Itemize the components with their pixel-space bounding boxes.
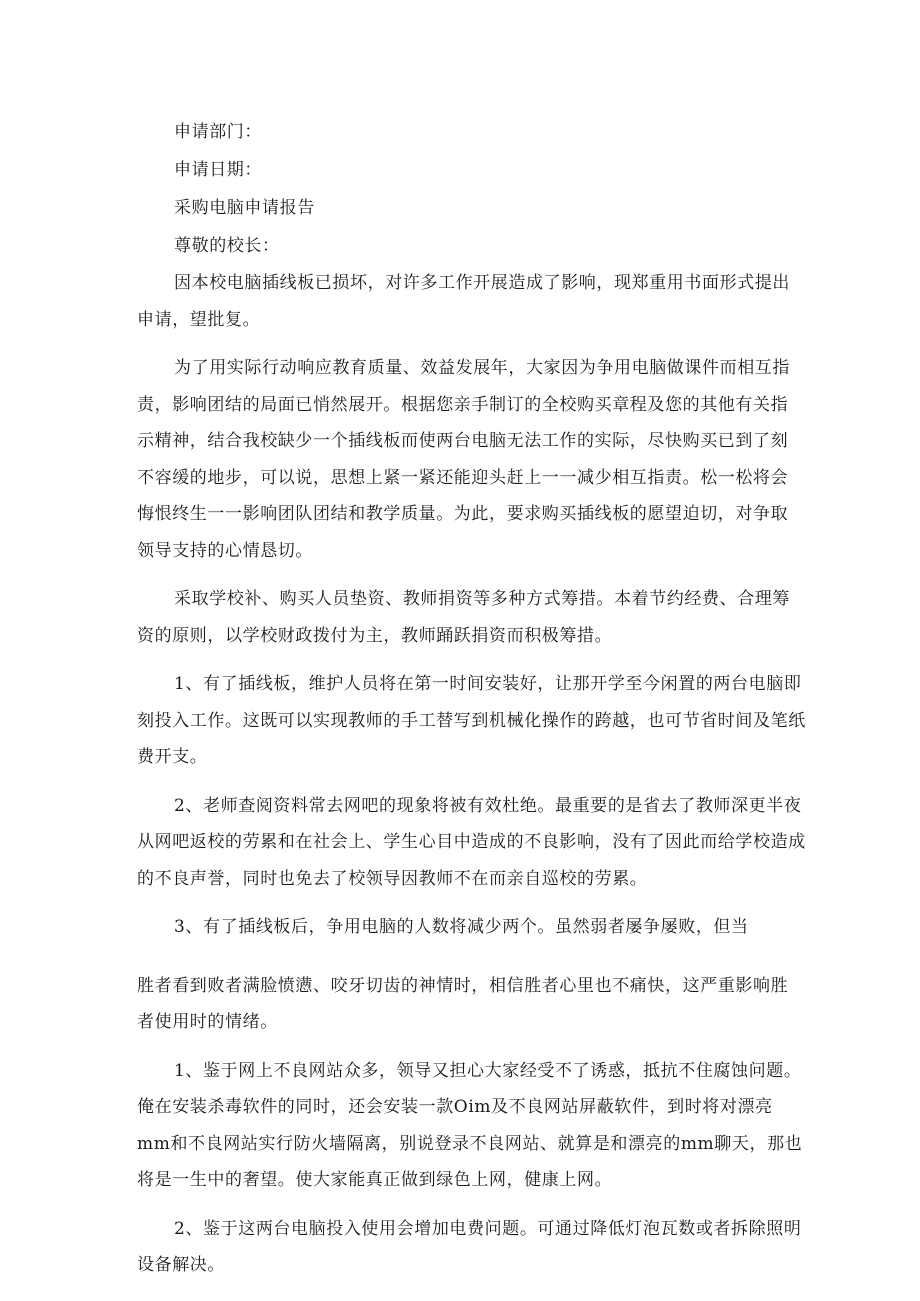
paragraph-line: 设备解决。 bbox=[137, 1255, 225, 1275]
department-label: 申请部门： bbox=[174, 122, 262, 142]
paragraph-line: 从网吧返校的劳累和在社会上、学生心目中造成的不良影响，没有了因此而给学校造成 bbox=[137, 832, 806, 852]
paragraph-line: 领导支持的心情恳切。 bbox=[137, 540, 313, 561]
document-title: 采购电脑申请报告 bbox=[174, 198, 315, 218]
salutation: 尊敬的校长： bbox=[174, 236, 280, 256]
paragraph-line: 费开支。 bbox=[137, 747, 208, 767]
paragraph-1 bbox=[137, 265, 790, 338]
paragraph-line: 胜者看到败者满脸愤懑、咬牙切齿的神情时，相信胜者心里也不痛快，这严重影响胜 bbox=[137, 975, 789, 996]
paragraph-6 bbox=[137, 909, 787, 946]
paragraph-line: 3、有了插线板后，争用电脑的人数将减少两个。虽然弱者屡争屡败，但当 bbox=[174, 917, 749, 937]
paragraph-line: mm和不良网站实行防火墙隔离，别说登录不良网站、就算是和漂亮的mm聊天，那也 bbox=[137, 1133, 803, 1154]
paragraph-line: 责，影响团结的局面已悄然展开。根据您亲手制订的全校购买章程及您的其他有关指 bbox=[137, 394, 789, 415]
paragraph-line: 为了用实际行动响应教育质量、效益发展年，大家因为争用电脑做课件而相互指 bbox=[174, 358, 790, 378]
paragraph-line: 1、鉴于网上不良网站众多，领导又担心大家经受不了诱惑，抵抗不住腐蚀问题。 bbox=[174, 1060, 802, 1081]
paragraph-line: 俺在安装杀毒软件的同时，还会安装一款Oim及不良网站屏蔽软件，到时将对漂亮 bbox=[137, 1097, 773, 1117]
paragraph-line: 悔恨终生一一影响团队团结和教学质量。为此，要求购买插线板的愿望迫切，对争取 bbox=[137, 504, 789, 524]
paragraph-line: 资的原则，以学校财政拨付为主，教师踊跃捐资而积极筹措。 bbox=[137, 625, 613, 646]
paragraph-5 bbox=[137, 788, 806, 898]
paragraph-line: 2、老师查阅资料常去网吧的现象将被有效杜绝。最重要的是省去了教师深更半夜 bbox=[174, 795, 802, 816]
paragraph-line: 不容缓的地步，可以说，思想上紧一紧还能迎头赶上一一减少相互指责。松一松将会 bbox=[137, 467, 789, 488]
paragraph-7 bbox=[137, 968, 787, 1041]
paragraph-line: 刻投入工作。这既可以实现教师的手工替写到机械化操作的跨越，也可节省时间及笔纸 bbox=[137, 710, 806, 731]
paragraph-line: 者使用时的情绪。 bbox=[137, 1012, 278, 1032]
paragraph-9 bbox=[137, 1211, 802, 1284]
paragraph-3 bbox=[137, 581, 790, 654]
paragraph-line: 示精神，结合我校缺少一个插线板而使两台电脑无法工作的实际，尽快购买已到了刻 bbox=[137, 431, 789, 451]
paragraph-line: 采取学校补、购买人员垫资、教师捐资等多种方式筹措。本着节约经费、合理筹 bbox=[174, 589, 790, 609]
document-body bbox=[137, 120, 806, 1296]
paragraph-line: 因本校电脑插线板已损坏，对许多工作开展造成了影响，现郑重用书面形式提出 bbox=[174, 273, 790, 293]
paragraph-line: 申请，望批复。 bbox=[137, 309, 261, 330]
date-label: 申请日期： bbox=[174, 160, 262, 180]
paragraph-line: 1、有了插线板，维护人员将在第一时间安装好，让那开学至今闲置的两台电脑即 bbox=[174, 674, 802, 694]
paragraph-8 bbox=[137, 1053, 803, 1199]
paragraph-line: 将是一生中的奢望。使大家能真正做到绿色上网，健康上网。 bbox=[137, 1170, 613, 1190]
paragraph-line: 的不良声誉，同时也免去了校领导因教师不在而亲自巡校的劳累。 bbox=[137, 868, 648, 889]
paragraph-line: 2、鉴于这两台电脑投入使用会增加电费问题。可通过降低灯泡瓦数或者拆除照明 bbox=[174, 1218, 802, 1239]
paragraph-4 bbox=[137, 666, 806, 776]
paragraph-2 bbox=[137, 350, 790, 569]
